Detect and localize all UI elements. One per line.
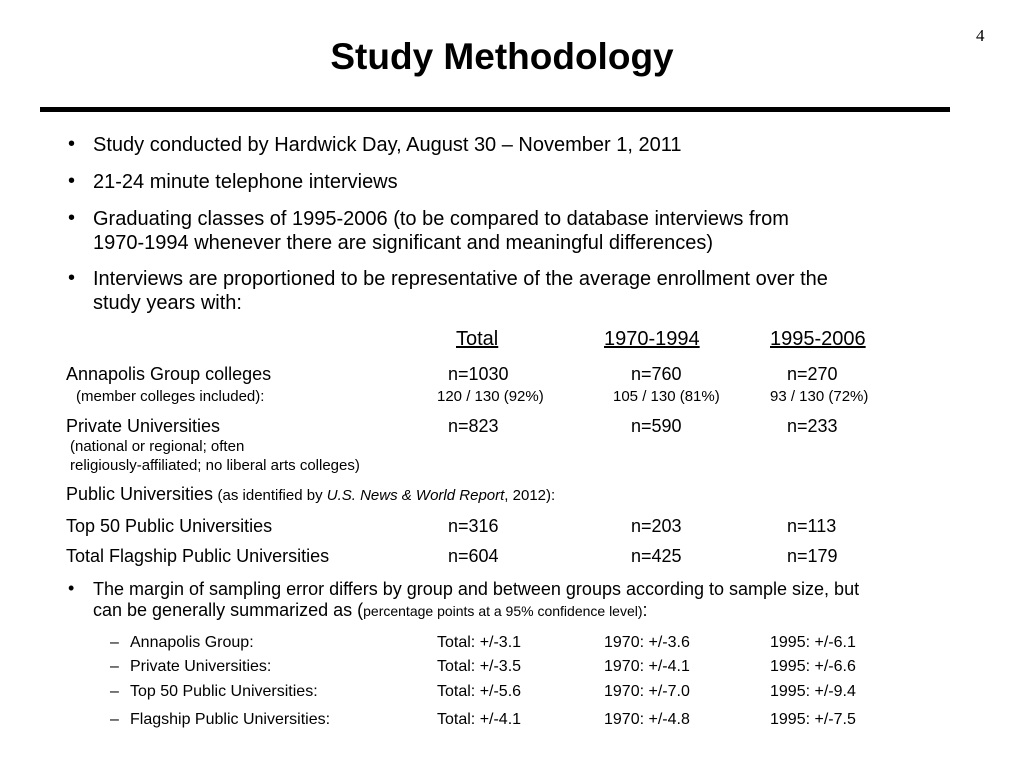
margin-bullet-line1: The margin of sampling error differs by group and between groups according to sample size, but bbox=[93, 579, 860, 599]
flagship-1995: n=179 bbox=[787, 546, 838, 566]
private-note-line1: (national or regional; often bbox=[70, 438, 245, 455]
private-1970: n=590 bbox=[631, 416, 682, 436]
column-header-1970-1994: 1970-1994 bbox=[604, 328, 700, 350]
bullet-study-conducted: Study conducted by Hardwick Day, August 30 – November 1, 2011 bbox=[93, 134, 682, 156]
dash-marker: – bbox=[110, 683, 119, 700]
private-1995: n=233 bbox=[787, 416, 838, 436]
margin-annapolis-1995: 1995: +/-6.1 bbox=[770, 634, 856, 651]
row-label-public: Public Universities bbox=[66, 484, 214, 504]
column-header-1995-2006: 1995-2006 bbox=[770, 328, 866, 350]
margin-flagship-label: Flagship Public Universities: bbox=[130, 711, 331, 728]
row-label-top50: Top 50 Public Universities bbox=[66, 516, 273, 536]
public-note-prefix: (as identified by bbox=[217, 487, 327, 504]
row-label-annapolis: Annapolis Group colleges bbox=[66, 364, 272, 384]
annapolis-sub-1970: 105 / 130 (81%) bbox=[613, 388, 720, 405]
dash-marker: – bbox=[110, 658, 119, 675]
margin-annapolis-1970: 1970: +/-3.6 bbox=[604, 634, 690, 651]
margin-private-1970: 1970: +/-4.1 bbox=[604, 658, 690, 675]
margin-top50-label: Top 50 Public Universities: bbox=[130, 683, 318, 700]
public-note-suffix: , 2012): bbox=[504, 487, 556, 504]
margin-annapolis-label: Annapolis Group: bbox=[130, 634, 254, 651]
row-label-private: Private Universities bbox=[66, 416, 221, 436]
bullet-marker: • bbox=[68, 133, 76, 155]
top50-1970: n=203 bbox=[631, 516, 682, 536]
margin-bullet-line2-main: can be generally summarized as ( bbox=[93, 600, 364, 620]
flagship-1970: n=425 bbox=[631, 546, 682, 566]
bullet-marker: • bbox=[68, 578, 75, 598]
margin-annapolis-total: Total: +/-3.1 bbox=[437, 634, 522, 651]
bullet-telephone-interviews: 21-24 minute telephone interviews bbox=[93, 171, 398, 193]
dash-marker: – bbox=[110, 634, 119, 651]
private-total: n=823 bbox=[448, 416, 499, 436]
annapolis-1995: n=270 bbox=[787, 364, 838, 384]
public-note-source: U.S. News & World Report bbox=[326, 487, 505, 504]
annapolis-total: n=1030 bbox=[448, 364, 509, 384]
annapolis-sub-1995: 93 / 130 (72%) bbox=[770, 388, 869, 405]
bullet-interviews-proportioned-line1: Interviews are proportioned to be representative of the average enrollment over the bbox=[93, 268, 828, 290]
page-number: 4 bbox=[976, 26, 985, 45]
bullet-marker: • bbox=[68, 207, 76, 229]
title-divider bbox=[40, 107, 950, 112]
public-universities-row bbox=[66, 484, 555, 505]
margin-private-total: Total: +/-3.5 bbox=[437, 658, 522, 675]
bullet-marker: • bbox=[68, 267, 76, 289]
margin-bullet-line2-end: : bbox=[642, 600, 648, 620]
margin-flagship-1970: 1970: +/-4.8 bbox=[604, 711, 690, 728]
margin-bullet-line2-small: percentage points at a 95% confidence level) bbox=[363, 603, 643, 619]
flagship-total: n=604 bbox=[448, 546, 499, 566]
margin-flagship-total: Total: +/-4.1 bbox=[437, 711, 522, 728]
bullet-graduating-classes-line2: 1970-1994 whenever there are significant and meaningful differences) bbox=[93, 232, 714, 254]
slide-title: Study Methodology bbox=[330, 36, 674, 77]
bullet-interviews-proportioned-line2: study years with: bbox=[93, 292, 242, 314]
margin-private-label: Private Universities: bbox=[130, 658, 272, 675]
annapolis-1970: n=760 bbox=[631, 364, 682, 384]
margin-top50-1970: 1970: +/-7.0 bbox=[604, 683, 690, 700]
margin-flagship-1995: 1995: +/-7.5 bbox=[770, 711, 856, 728]
margin-top50-1995: 1995: +/-9.4 bbox=[770, 683, 856, 700]
dash-marker: – bbox=[110, 711, 119, 728]
top50-1995: n=113 bbox=[787, 516, 837, 536]
private-note-line2: religiously-affiliated; no liberal arts colleges) bbox=[70, 457, 360, 474]
bullet-graduating-classes-line1: Graduating classes of 1995-2006 (to be compared to database interviews from bbox=[93, 208, 789, 230]
margin-bullet-line2 bbox=[93, 600, 648, 621]
margin-private-1995: 1995: +/-6.6 bbox=[770, 658, 856, 675]
row-label-flagship: Total Flagship Public Universities bbox=[66, 546, 330, 566]
margin-top50-total: Total: +/-5.6 bbox=[437, 683, 522, 700]
annapolis-sub-label: (member colleges included): bbox=[76, 388, 265, 405]
top50-total: n=316 bbox=[448, 516, 499, 536]
bullet-marker: • bbox=[68, 170, 76, 192]
column-header-total: Total bbox=[456, 328, 499, 350]
annapolis-sub-total: 120 / 130 (92%) bbox=[437, 388, 544, 405]
